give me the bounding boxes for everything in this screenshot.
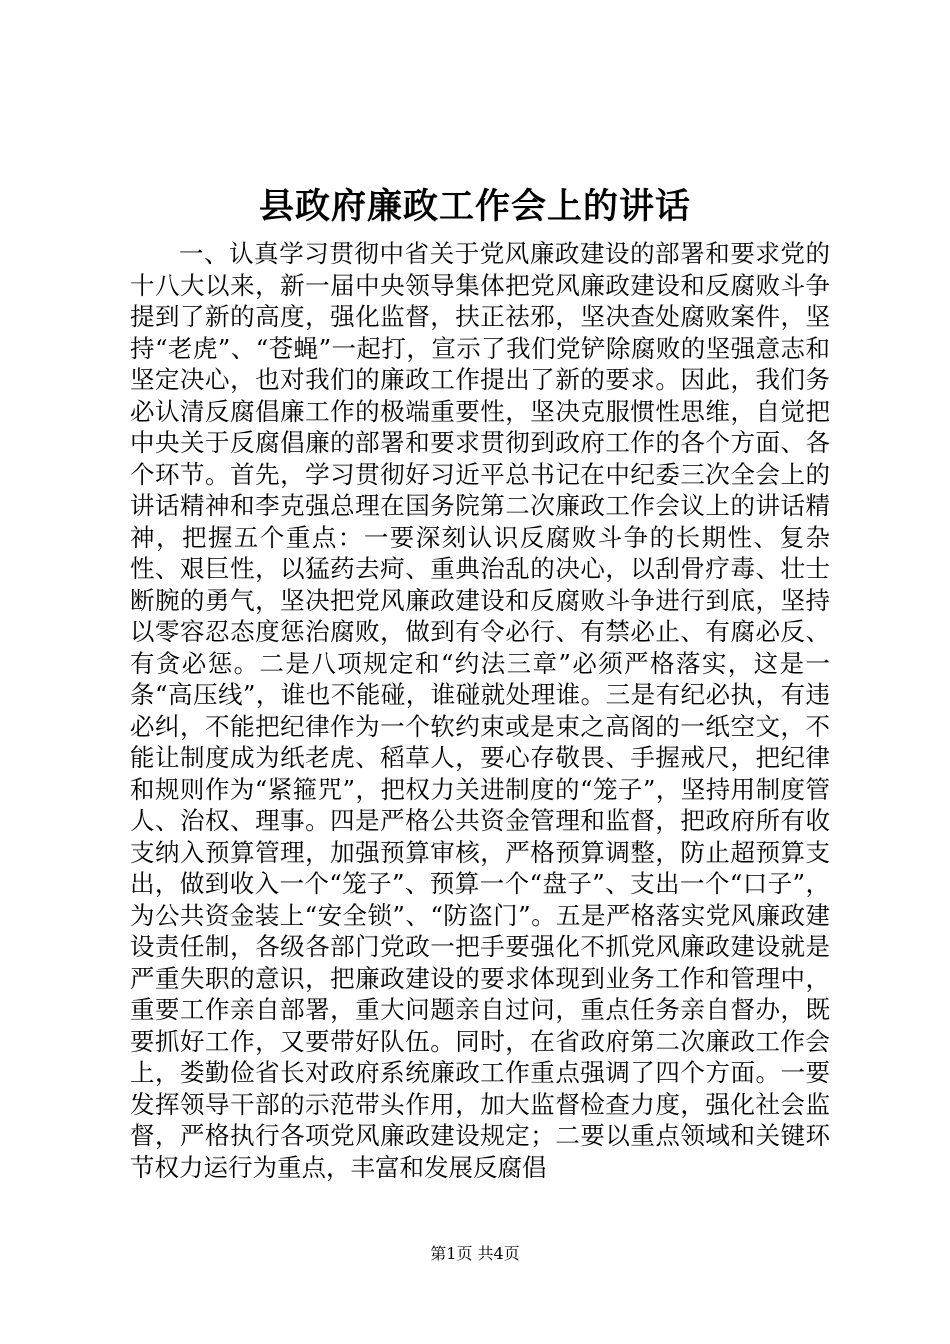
document-body-paragraph: 一、认真学习贯彻中省关于党风廉政建设的部署和要求党的十八大以来，新一届中央领导集体把党风廉政建设和反腐败斗争提到了新的高度，强化监督，扶正祛邪，坚决查处腐败案件，坚持“老虎”、“苍蝇”一起打，宣示了我们党铲除腐败的坚强意志和坚定决心，也对我们的廉政工作提出了新的要求。因此，我们务必认清反腐倡廉工作的极端重要性，坚决克服惯性思维，自觉把中央关于反腐倡廉的部署和要求贯彻到政府工作的各个方面、各个环节。首先，学习贯彻好习近平总书记在中纪委三次全会上的讲话精神和李克强总理在国务院第二次廉政工作会议上的讲话精神，把握五个重点：一要深刻认识反腐败斗争的长期性、复杂性、艰巨性，以猛药去疴、重典治乱的决心，以刮骨疗毒、壮士断腕的勇气，坚决把党风廉政建设和反腐败斗争进行到底，坚持以零容忍态度惩治腐败，做到有令必行、有禁必止、有腐必反、有贪必惩。二是八项规定和“约法三章”必须严格落实，这是一条“高压线”，谁也不能碰，谁碰就处理谁。三是有纪必执，有违必纠，不能把纪律作为一个软约束或是束之高阁的一纸空文，不能让制度成为纸老虎、稻草人，要心存敬畏、手握戒尺，把纪律和规则作为“紧箍咒”，把权力关进制度的“笼子”，坚持用制度管人、治权、理事。四是严格公共资金管理和监督，把政府所有收支纳入预算管理，加强预算审核，严格预算调整，防止超预算支出，做到收入一个“笼子”、预算一个“盘子”、支出一个“口子”，为公共资金装上“安全锁”、“防盗门”。五是严格落实党风廉政建设责任制，各级各部门党政一把手要强化不抓党风廉政建设就是严重失职的意识，把廉政建设的要求体现到业务工作和管理中，重要工作亲自部署，重大问题亲自过问，重点任务亲自督办，既要抓好工作，又要带好队伍。同时，在省政府第二次廉政工作会上，娄勤俭省长对政府系统廉政工作重点强调了四个方面。一要发挥领导干部的示范带头作用，加大监督检查力度，强化社会监督，严格执行各项党风廉政建设规定；二要以重点领域和关键环节权力运行为重点，丰富和发展反腐倡 [130, 239, 830, 1182]
document-title: 县政府廉政工作会上的讲话 [258, 186, 691, 227]
page-number-footer: 第1页 共4页 [430, 1244, 520, 1263]
